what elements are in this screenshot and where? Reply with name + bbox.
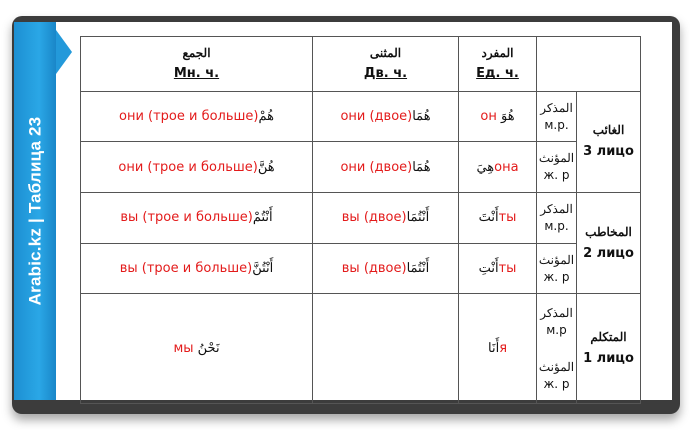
cell-plural bbox=[81, 91, 313, 142]
dual-ar: هُمَا bbox=[412, 109, 431, 125]
gender-ru: м.р. bbox=[544, 218, 569, 233]
person-ar: الغائب bbox=[592, 123, 625, 138]
plural-ru: вы (трое и больше) bbox=[120, 210, 253, 226]
person-first bbox=[577, 294, 641, 404]
ribbon-arrow-icon bbox=[56, 30, 72, 74]
gender-ar: المؤنث bbox=[538, 151, 575, 166]
table-row bbox=[81, 142, 641, 193]
gender-ar: المؤنث bbox=[538, 252, 575, 267]
cell-singular bbox=[459, 91, 537, 142]
cell-plural bbox=[81, 193, 313, 244]
cell-plural bbox=[81, 142, 313, 193]
gender-ru: ж. р bbox=[543, 168, 570, 183]
person-ar: المخاطب bbox=[585, 224, 632, 239]
dual-ar: هُمَا bbox=[412, 159, 431, 175]
plural-ar: أَنْتُنَّ bbox=[252, 261, 274, 277]
cell-singular bbox=[459, 243, 537, 294]
cell-singular bbox=[459, 294, 537, 404]
gender-ru: ж. р bbox=[543, 376, 570, 391]
table-row bbox=[81, 193, 641, 244]
table-row bbox=[81, 294, 641, 349]
person-ru: 1 лицо bbox=[583, 351, 634, 367]
cell-plural bbox=[81, 294, 313, 404]
plural-ar: هُنَّ bbox=[257, 159, 275, 175]
gender-ru: ж. р bbox=[543, 269, 570, 284]
gender-ar: المذكر bbox=[540, 201, 573, 216]
header-singular bbox=[459, 37, 537, 92]
header-singular-ar: المفرد bbox=[481, 46, 514, 61]
table-row bbox=[81, 91, 641, 142]
singular-ar: هُوَ bbox=[501, 109, 515, 125]
plural-ar: أَنْتُمْ bbox=[252, 210, 273, 226]
header-singular-ru: Ед. ч. bbox=[476, 66, 519, 82]
header-plural-ar: الجمع bbox=[182, 46, 211, 61]
dual-ar: أَنْتُمَا bbox=[406, 261, 430, 277]
dual-ar: أَنْتُمَا bbox=[406, 210, 430, 226]
table-row bbox=[81, 243, 641, 294]
dual-ru: они (двое) bbox=[340, 109, 413, 125]
singular-ru: он bbox=[480, 109, 497, 125]
person-ru: 3 лицо bbox=[583, 144, 634, 160]
gender-fem bbox=[537, 349, 577, 404]
header-empty bbox=[537, 37, 641, 92]
gender-ar: المؤنث bbox=[538, 359, 575, 374]
singular-ru: она bbox=[494, 159, 519, 175]
header-row bbox=[81, 37, 641, 92]
pronoun-table bbox=[80, 36, 641, 404]
plural-ar: نَحْنُ bbox=[197, 341, 220, 357]
person-ru: 2 лицо bbox=[583, 245, 634, 261]
ribbon-label-wrap bbox=[14, 22, 56, 400]
header-dual-ru: Дв. ч. bbox=[363, 66, 408, 82]
gender-ar: المذكر bbox=[540, 100, 573, 115]
header-dual-ar: المثنى bbox=[369, 46, 402, 61]
header-dual bbox=[313, 37, 459, 92]
cell-singular bbox=[459, 142, 537, 193]
person-second bbox=[577, 193, 641, 294]
dual-ru: вы (двое) bbox=[341, 210, 407, 226]
cell-dual bbox=[313, 294, 459, 404]
person-ar: المتكلم bbox=[590, 330, 627, 345]
gender-masc bbox=[537, 91, 577, 142]
singular-ru: ты bbox=[498, 261, 517, 277]
cell-dual bbox=[313, 243, 459, 294]
singular-ar: أَنْتَ bbox=[478, 210, 499, 226]
dual-ru: вы (двое) bbox=[341, 261, 407, 277]
plural-ar: هُمْ bbox=[258, 109, 275, 125]
cell-dual bbox=[313, 193, 459, 244]
person-third bbox=[577, 91, 641, 192]
header-plural bbox=[81, 37, 313, 92]
gender-masc bbox=[537, 193, 577, 244]
cell-dual bbox=[313, 142, 459, 193]
gender-fem bbox=[537, 243, 577, 294]
singular-ar: هِيَ bbox=[476, 159, 495, 175]
singular-ru: ты bbox=[498, 210, 517, 226]
singular-ar: أَنَا bbox=[487, 341, 500, 357]
gender-ar: المذكر bbox=[540, 305, 573, 320]
gender-masc bbox=[537, 294, 577, 349]
plural-ru: они (трое и больше) bbox=[118, 109, 259, 125]
dual-ru: они (двое) bbox=[340, 159, 413, 175]
ribbon-label: Arabic.kz | Таблица 23 bbox=[25, 116, 44, 306]
singular-ru: я bbox=[499, 341, 508, 357]
cell-dual bbox=[313, 91, 459, 142]
plural-ru: вы (трое и больше) bbox=[119, 261, 253, 277]
cell-plural bbox=[81, 243, 313, 294]
singular-ar: أَنْتِ bbox=[478, 261, 499, 277]
gender-ru: м.р. bbox=[544, 117, 569, 132]
plural-ru: мы bbox=[173, 341, 194, 357]
plural-ru: они (трое и больше) bbox=[118, 159, 258, 175]
gender-ru: м.р bbox=[546, 322, 567, 337]
cell-singular bbox=[459, 193, 537, 244]
header-plural-ru: Мн. ч. bbox=[173, 66, 220, 82]
gender-fem bbox=[537, 142, 577, 193]
